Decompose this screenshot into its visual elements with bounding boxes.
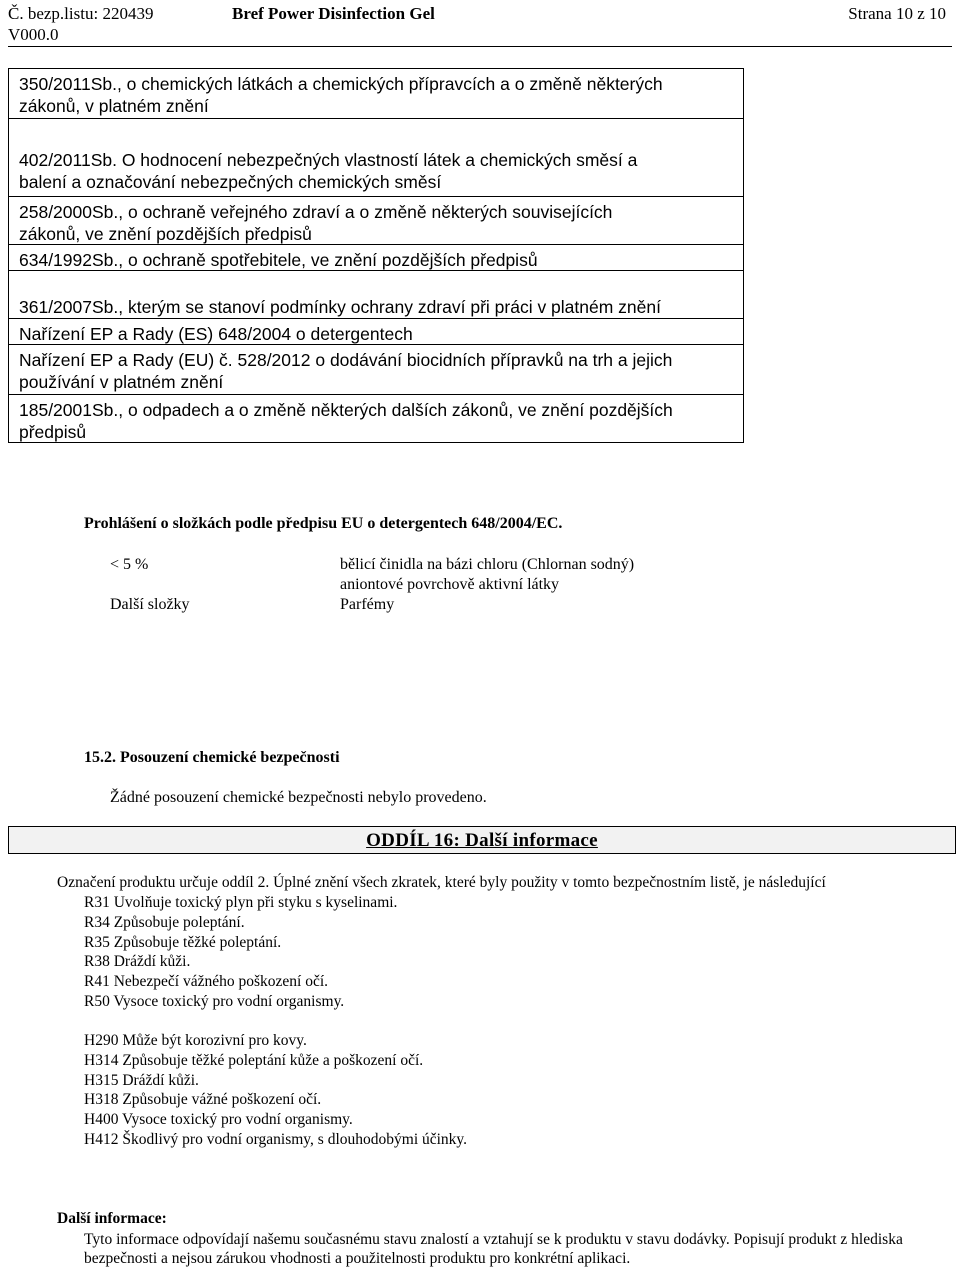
h-phrase: H400 Vysoce toxický pro vodní organismy.: [84, 1111, 353, 1129]
ingredient-amount: < 5 %: [110, 556, 149, 573]
regulation-row: 634/1992Sb., o ochraně spotřebitele, ve znění pozdějších předpisů: [9, 244, 743, 270]
further-info-text: Tyto informace odpovídají našemu současnému stavu znalostí a vztahují se k produktu v stavu dodávky. Popisují produkt z hlediska bezpečnosti a nejsou zárukou vhodnosti a použitelnosti produktu pro konkrétní aplikaci.: [84, 1231, 903, 1267]
section-15-2-text: Žádné posouzení chemické bezpečnosti nebylo provedeno.: [110, 789, 487, 806]
r-phrases-list: [84, 893, 397, 1012]
regulations-table: [8, 68, 744, 443]
ingredient-item: aniontové povrchově aktivní látky: [340, 576, 560, 593]
h-phrase: H318 Způsobuje vážné poškození očí.: [84, 1091, 322, 1109]
r-phrase: R50 Vysoce toxický pro vodní organismy.: [84, 992, 345, 1010]
regulation-row: 258/2000Sb., o ochraně veřejného zdraví a o změně některých souvisejících zákonů, ve znění pozdějších předpisů: [9, 196, 743, 244]
h-phrase: H290 Může být korozivní pro kovy.: [84, 1032, 307, 1049]
h-phrase: H315 Dráždí kůži.: [84, 1071, 199, 1089]
r-phrase: R35 Způsobuje těžké poleptání.: [84, 933, 282, 951]
regulation-row: Nařízení EP a Rady (EU) č. 528/2012 o dodávání biocidních přípravků na trh a jejich používání v platném znění: [9, 344, 743, 394]
regulation-row: 350/2011Sb., o chemických látkách a chemických přípravcích a o změně některých zákonů, v platném znění: [9, 68, 743, 118]
h-phrase: H314 Způsobuje těžké poleptání kůže a poškození očí.: [84, 1051, 424, 1069]
r-phrase: R41 Nebezpečí vážného poškození očí.: [84, 973, 329, 991]
sds-number: Č. bezp.listu: 220439: [8, 4, 154, 23]
version: V000.0: [8, 25, 59, 44]
r-phrase: R38 Dráždí kůži.: [84, 953, 191, 971]
section-16-intro: Označení produktu určuje oddíl 2. Úplné znění všech zkratek, které byly použity v tomto bezpečnostním listě, je následující: [57, 874, 826, 891]
regulation-row: 402/2011Sb. O hodnocení nebezpečných vlastností látek a chemických směsí a balení a označování nebezpečných chemických směsí: [9, 118, 743, 196]
r-phrase: R34 Způsobuje poleptání.: [84, 913, 245, 931]
ingredients-heading: Prohlášení o složkách podle předpisu EU o detergentech 648/2004/EC.: [84, 515, 563, 532]
product-name: Bref Power Disinfection Gel: [232, 4, 435, 23]
ingredient-item: Parfémy: [340, 596, 395, 613]
r-phrase: R31 Uvolňuje toxický plyn při styku s kyselinami.: [84, 894, 398, 911]
further-info-label: Další informace:: [57, 1210, 167, 1227]
h-phrases-list: [84, 1031, 467, 1150]
regulation-row: 185/2001Sb., o odpadech a o změně některých dalších zákonů, ve znění pozdějších předpisů: [9, 394, 743, 442]
section-15-2-heading: 15.2. Posouzení chemické bezpečnosti: [84, 749, 340, 766]
section-16-title-bar: [8, 826, 956, 854]
regulation-row: 361/2007Sb., kterým se stanoví podmínky ochrany zdraví při práci v platném znění: [9, 270, 743, 318]
regulation-row: Nařízení EP a Rady (ES) 648/2004 o detergentech: [9, 318, 743, 344]
ingredient-item: bělicí činidla na bázi chloru (Chlornan sodný): [340, 556, 635, 573]
page-header: [0, 0, 960, 48]
ingredient-amount: Další složky: [110, 596, 190, 613]
h-phrase: H412 Škodlivý pro vodní organismy, s dlouhodobými účinky.: [84, 1130, 468, 1148]
header-divider: [8, 46, 952, 47]
page-number: Strana 10 z 10: [848, 4, 946, 23]
section-16-title: ODDÍL 16: Další informace: [366, 830, 598, 851]
